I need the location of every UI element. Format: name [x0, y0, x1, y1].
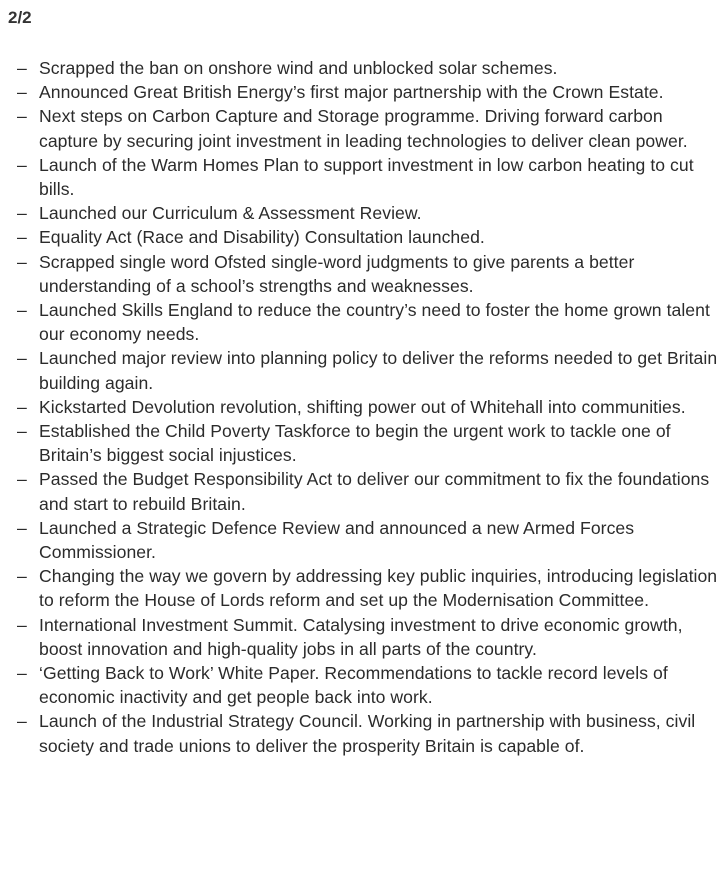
bullet-list [8, 56, 718, 758]
list-item [8, 104, 718, 152]
list-item-text: Launched our Curriculum & Assessment Review. [39, 203, 422, 224]
dash-bullet-icon: – [17, 58, 27, 78]
dash-bullet-icon: – [17, 517, 27, 538]
dash-bullet-icon: – [17, 396, 27, 417]
dash-bullet-icon: – [17, 203, 27, 224]
list-item-text: International Investment Summit. Catalysing investment to drive economic growth, boost innovation and high-quality jobs in all parts of the country. [39, 614, 683, 659]
list-item-text: Announced Great British Energy’s first major partnership with the Crown Estate. [39, 82, 664, 103]
list-item-text: Next steps on Carbon Capture and Storage programme. Driving forward carbon capture by securing joint investment in leading technologies to deliver clean power. [39, 106, 688, 151]
list-item [8, 298, 718, 346]
list-item [8, 201, 718, 225]
list-item-text: Scrapped the ban on onshore wind and unblocked solar schemes. [39, 58, 558, 78]
list-item-text: Launched major review into planning policy to deliver the reforms needed to get Britain building again. [39, 348, 718, 393]
list-item-text: Launch of the Industrial Strategy Council. Working in partnership with business, civil society and trade unions to deliver the prosperity Britain is capable of. [39, 711, 696, 756]
dash-bullet-icon: – [17, 566, 27, 587]
dash-bullet-icon: – [17, 348, 27, 369]
list-item [8, 395, 718, 419]
list-item [8, 80, 718, 104]
dash-bullet-icon: – [17, 469, 27, 490]
list-item-text: Kickstarted Devolution revolution, shifting power out of Whitehall into communities. [39, 396, 686, 417]
dash-bullet-icon: – [17, 663, 27, 684]
dash-bullet-icon: – [17, 251, 27, 272]
list-item-text: Scrapped single word Ofsted single-word judgments to give parents a better understanding of a school’s strengths and weaknesses. [39, 251, 635, 296]
dash-bullet-icon: – [17, 106, 27, 127]
list-item-text: Established the Child Poverty Taskforce to begin the urgent work to tackle one of Britain’s biggest social injustices. [39, 421, 671, 466]
dash-bullet-icon: – [17, 82, 27, 103]
list-item-text: Launched Skills England to reduce the country’s need to foster the home grown talent our economy needs. [39, 300, 710, 345]
list-item-text: ‘Getting Back to Work’ White Paper. Recommendations to tackle record levels of economic inactivity and get people back into work. [39, 663, 668, 708]
dash-bullet-icon: – [17, 711, 27, 732]
dash-bullet-icon: – [17, 300, 27, 321]
list-item [8, 419, 718, 467]
page-indicator: 2/2 [8, 8, 32, 27]
dash-bullet-icon: – [17, 421, 27, 442]
dash-bullet-icon: – [17, 614, 27, 635]
list-item-text: Launched a Strategic Defence Review and announced a new Armed Forces Commissioner. [39, 517, 635, 563]
list-item [8, 564, 718, 612]
list-item-text: Equality Act (Race and Disability) Consultation launched. [39, 227, 485, 248]
list-item [8, 661, 718, 709]
list-item-text: Launch of the Warm Homes Plan to support investment in low carbon heating to cut bills. [39, 154, 694, 200]
list-item [8, 346, 718, 394]
dash-bullet-icon: – [17, 227, 27, 248]
list-item [8, 153, 718, 201]
list-item-text: Passed the Budget Responsibility Act to deliver our commitment to fix the foundations and start to rebuild Britain. [39, 469, 710, 514]
dash-bullet-icon: – [17, 154, 27, 175]
list-item-text: Changing the way we govern by addressing key public inquiries, introducing legislation to reform the House of Lords reform and set up the Modernisation Committee. [39, 566, 718, 611]
list-item [8, 613, 718, 661]
list-item [8, 516, 718, 564]
list-item [8, 56, 718, 80]
list-item [8, 250, 718, 298]
list-item [8, 709, 718, 757]
list-item [8, 225, 718, 249]
list-item [8, 467, 718, 515]
